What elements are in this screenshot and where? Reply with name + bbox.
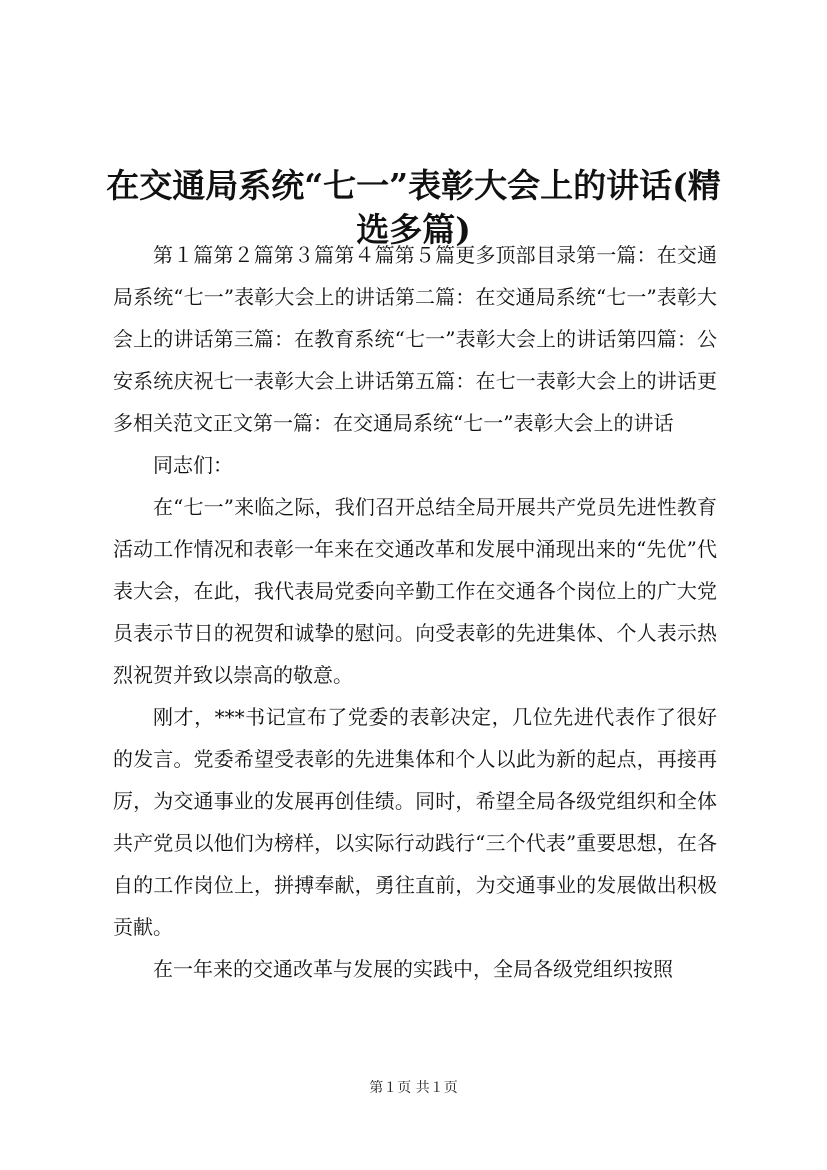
paragraph-practice: 在一年来的交通改革与发展的实践中，全局各级党组织按照 [153, 957, 673, 981]
paragraph-salutation: 同志们： [153, 453, 233, 477]
page-footer: 第１页 共１页 [369, 1080, 458, 1096]
paragraph-opening: 在“七一”来临之际，我们召开总结全局开展共产党员先进性教育活动工作情况和表彰一年来在交通改革和发展中涌现出来的“先优”代表大会，在此，我代表局党委向辛勤工作在交通各个岗位上的广大党员表示节日的祝贺和诚挚的慰问。向受表彰的先进集体、个人表示热烈祝贺并致以崇高的敬意。 [113, 495, 717, 687]
paragraph-table-of-contents: 第１篇第２篇第３篇第４篇第５篇更多顶部目录第一篇：在交通局系统“七一”表彰大会上的讲话第二篇：在交通局系统“七一”表彰大会上的讲话第三篇：在教育系统“七一”表彰大会上的讲话第四篇：公安系统庆祝七一表彰大会上讲话第五篇：在七一表彰大会上的讲话更多相关范文正文第一篇：在交通局系统“七一”表彰大会上的讲话 [113, 243, 717, 435]
document-title: 在交通局系统“七一”表彰大会上的讲话(精选多篇) [106, 166, 721, 250]
document-body [113, 234, 717, 990]
paragraph-commendation: 刚才，***书记宣布了党委的表彰决定，几位先进代表作了很好的发言。党委希望受表彰的先进集体和个人以此为新的起点，再接再厉，为交通事业的发展再创佳绩。同时，希望全局各级党组织和全体共产党员以他们为榜样，以实际行动践行“三个代表”重要思想，在各自的工作岗位上，拼搏奉献，勇往直前，为交通事业的发展做出积极贡献。 [113, 705, 717, 939]
